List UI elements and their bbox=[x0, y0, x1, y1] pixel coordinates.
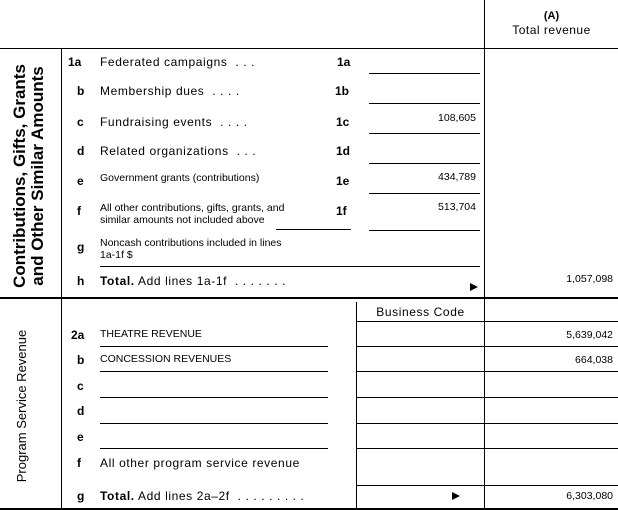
label-membership-dues: Membership dues . . . . bbox=[100, 84, 240, 98]
label-all-other-program-revenue: All other program service revenue bbox=[100, 456, 300, 470]
section-divider bbox=[61, 48, 62, 510]
value-1c: 108,605 bbox=[438, 112, 476, 124]
arrow-icon bbox=[470, 283, 478, 291]
row-2a-rule bbox=[356, 346, 618, 347]
row-2f-rule bbox=[356, 485, 618, 486]
label-total-program-revenue: Total. Add lines 2a–2f . . . . . . . . . bbox=[100, 489, 305, 503]
line-number-1a: 1a bbox=[68, 55, 82, 69]
value-1f: 513,704 bbox=[438, 201, 476, 213]
field-2b-line bbox=[100, 371, 328, 372]
ref-1a: 1a bbox=[337, 55, 351, 69]
value-2b: 664,038 bbox=[575, 354, 613, 366]
header-bottom-rule bbox=[0, 48, 618, 49]
line-number-2b: b bbox=[77, 353, 85, 367]
field-1g-line bbox=[100, 266, 480, 267]
field-2c-line bbox=[100, 397, 328, 398]
row-2c-rule bbox=[356, 397, 618, 398]
ref-1d: 1d bbox=[336, 144, 351, 158]
col-a-title: Total revenue bbox=[512, 23, 591, 37]
label-all-other-contributions: All other contributions, gifts, grants, and similar amounts not included above bbox=[100, 202, 285, 226]
field-1a-line bbox=[369, 73, 480, 74]
ref-1b: 1b bbox=[335, 84, 350, 98]
line-number-2g: g bbox=[77, 489, 85, 503]
ref-1f: 1f bbox=[336, 204, 347, 218]
label-noncash-contributions: Noncash contributions included in lines 1a-1f $ bbox=[100, 237, 282, 261]
line-number-2e: e bbox=[77, 430, 84, 444]
field-2d-line bbox=[100, 423, 328, 424]
line-number-2d: d bbox=[77, 404, 85, 418]
business-code-header: Business Code bbox=[376, 305, 465, 319]
ref-1e: 1e bbox=[336, 174, 350, 188]
row-2e-rule bbox=[356, 448, 618, 449]
line-number-1f: f bbox=[77, 204, 81, 218]
business-code-left-border bbox=[356, 302, 357, 508]
field-1f-line-left bbox=[276, 229, 351, 230]
line-number-1e: e bbox=[77, 174, 84, 188]
row-2b-rule bbox=[356, 371, 618, 372]
row-2d-rule bbox=[356, 423, 618, 424]
col-a-header bbox=[485, 10, 618, 37]
line-number-1c: c bbox=[77, 115, 84, 129]
label-theatre-revenue: THEATRE REVENUE bbox=[100, 328, 202, 340]
label-total-contributions: Total. Add lines 1a-1f . . . . . . . bbox=[100, 274, 287, 288]
col-a-left-border bbox=[484, 0, 485, 510]
col-a-letter: (A) bbox=[543, 10, 560, 22]
line-number-2c: c bbox=[77, 379, 84, 393]
value-2g: 6,303,080 bbox=[566, 490, 613, 502]
program-side-title: Program Service Revenue bbox=[14, 329, 29, 483]
label-government-grants: Government grants (contributions) bbox=[100, 172, 260, 184]
line-number-1h: h bbox=[77, 274, 85, 288]
arrow-icon bbox=[452, 492, 460, 500]
line-number-2a: 2a bbox=[71, 328, 85, 342]
field-2a-line bbox=[100, 346, 328, 347]
field-2e-line bbox=[100, 448, 328, 449]
label-concession-revenues: CONCESSION REVENUES bbox=[100, 353, 232, 365]
line-number-1g: g bbox=[77, 240, 85, 254]
ref-1c: 1c bbox=[336, 115, 350, 129]
line-number-2f: f bbox=[77, 456, 81, 470]
business-code-header-rule bbox=[356, 321, 618, 322]
label-related-organizations: Related organizations . . . bbox=[100, 144, 257, 158]
value-2a: 5,639,042 bbox=[566, 329, 613, 341]
section-separator bbox=[0, 297, 618, 299]
label-fundraising-events: Fundraising events . . . . bbox=[100, 115, 248, 129]
value-1e: 434,789 bbox=[438, 171, 476, 183]
field-1c-line bbox=[369, 133, 480, 134]
field-1b-line bbox=[369, 103, 480, 104]
label-federated-campaigns: Federated campaigns . . . bbox=[100, 55, 256, 69]
line-number-1b: b bbox=[77, 84, 85, 98]
field-1e-line bbox=[369, 193, 480, 194]
field-1f-line bbox=[369, 230, 480, 231]
field-1d-line bbox=[369, 163, 480, 164]
value-1h: 1,057,098 bbox=[566, 273, 613, 285]
line-number-1d: d bbox=[77, 144, 85, 158]
contributions-side-title: Contributions, Gifts, Grants and Other Similar Amounts bbox=[10, 64, 47, 288]
